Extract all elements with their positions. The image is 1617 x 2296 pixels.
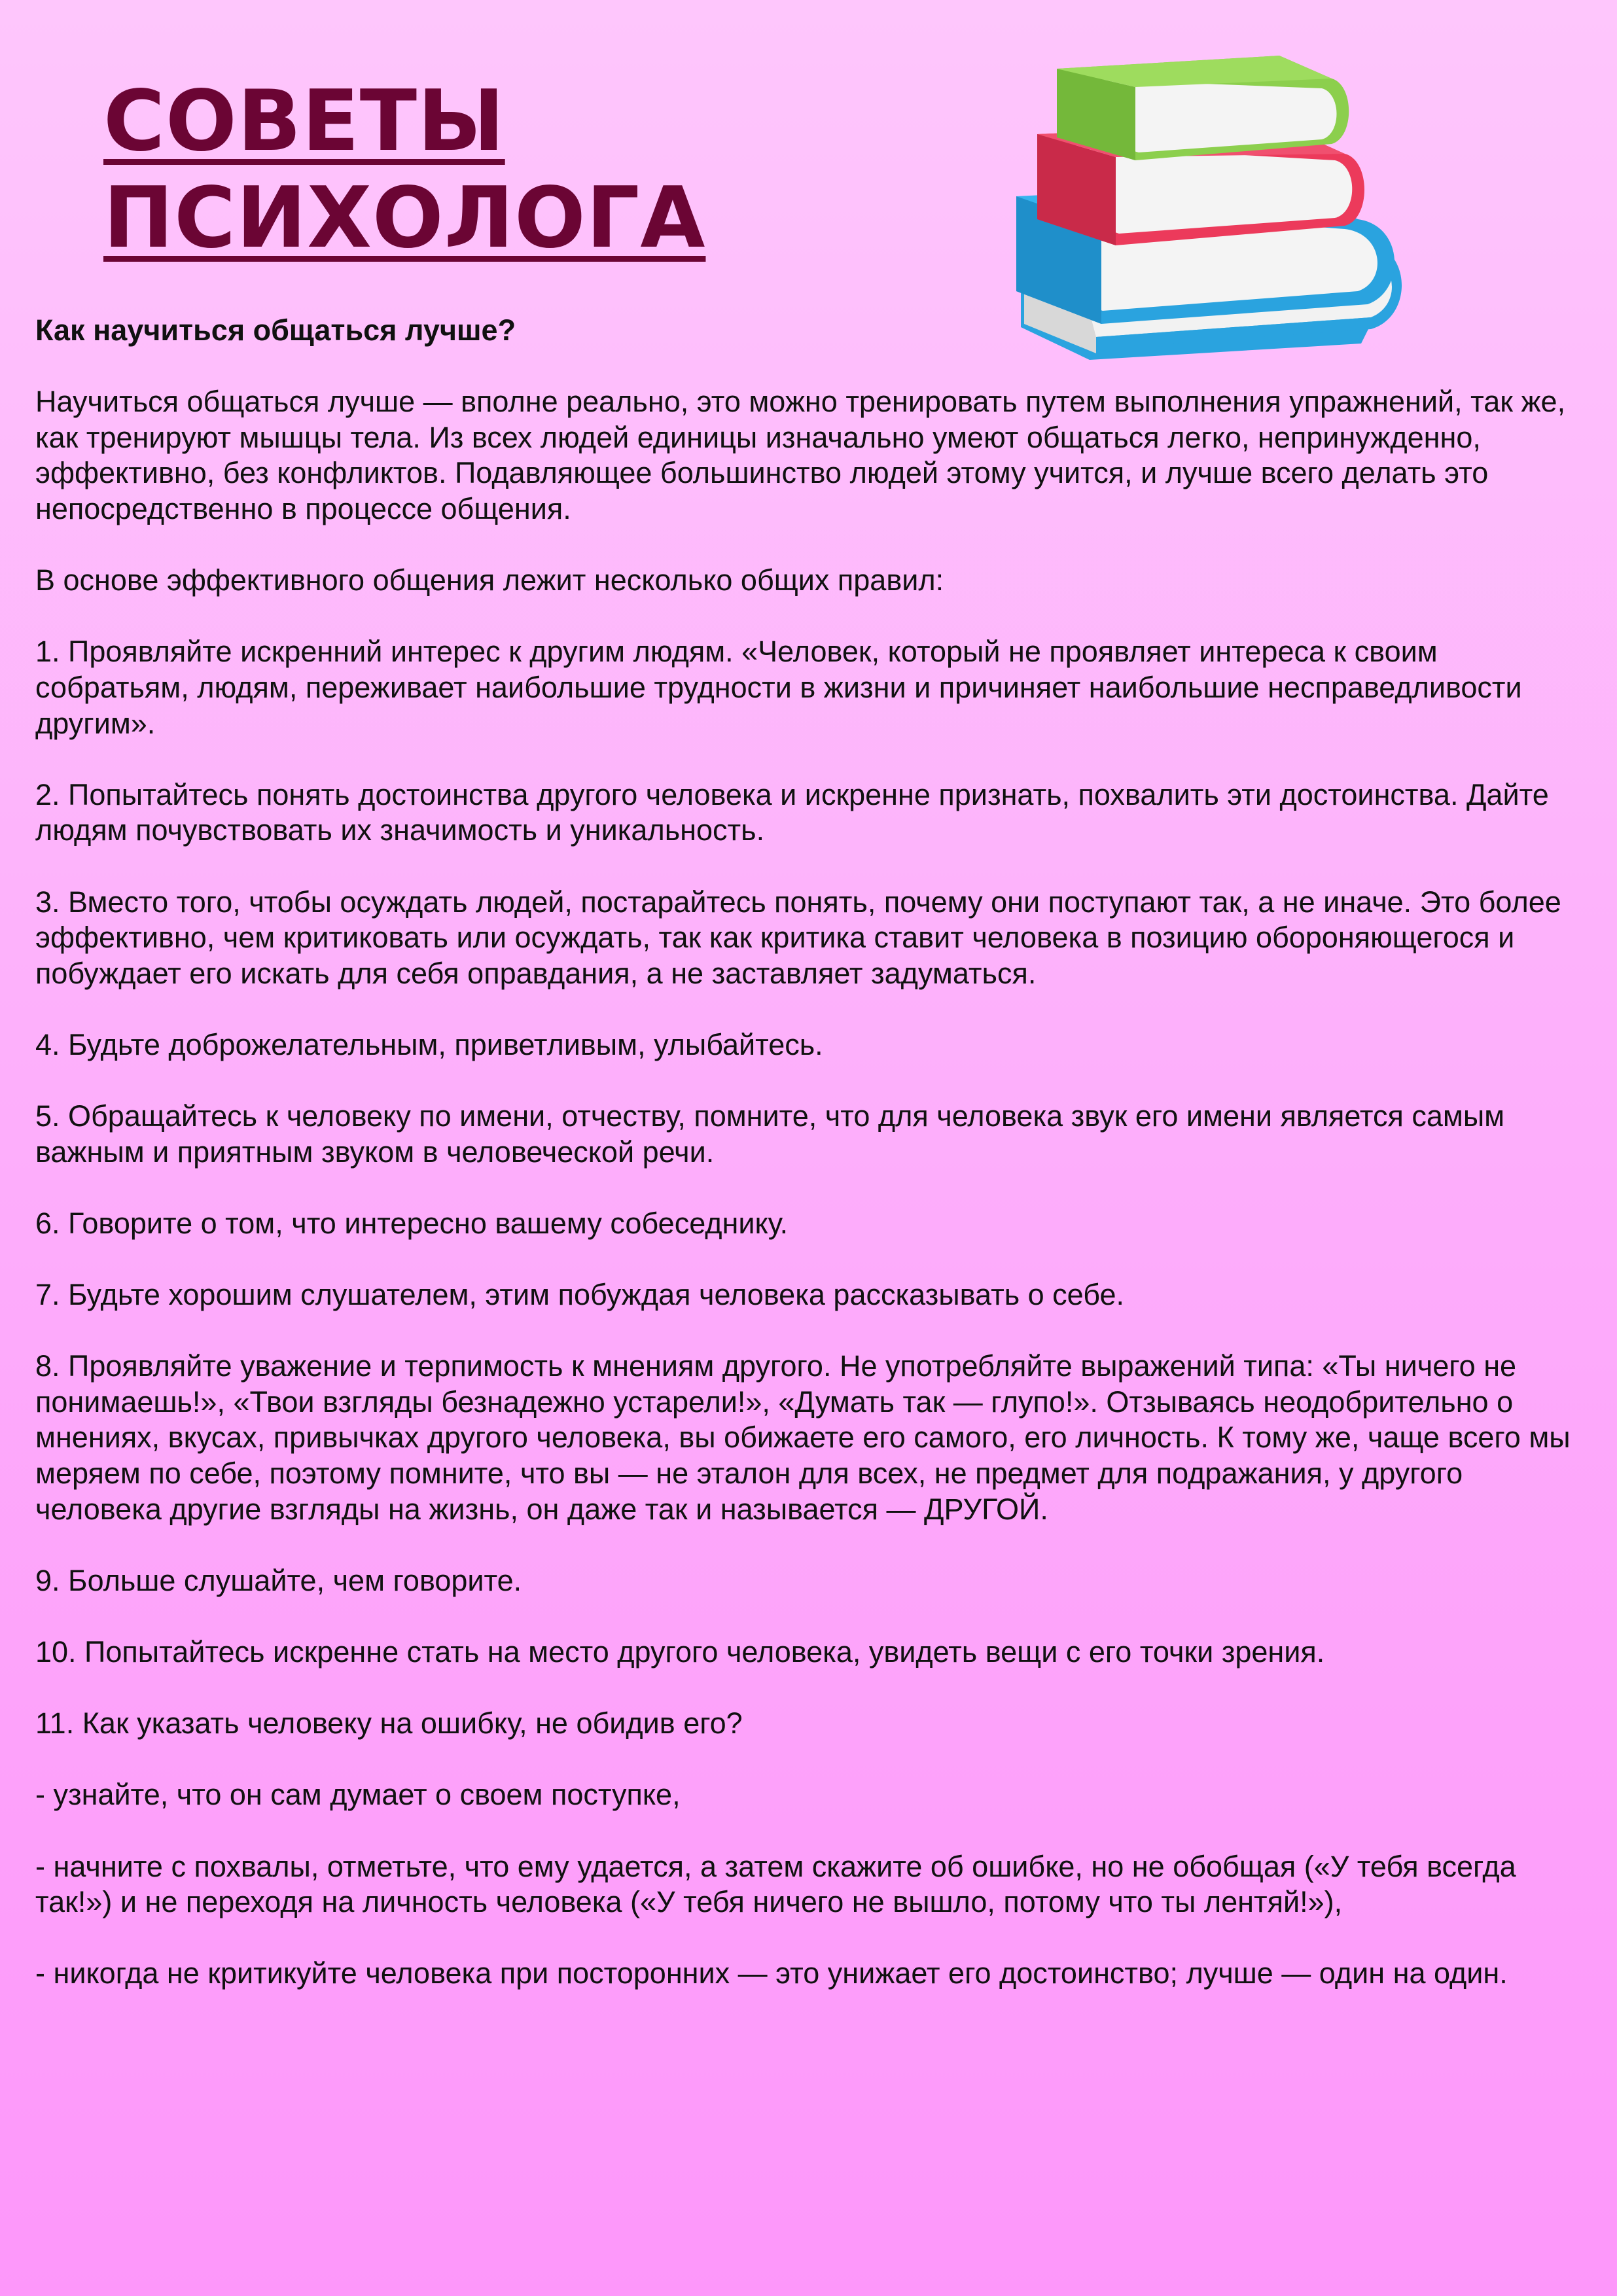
- paragraph-intro: Научиться общаться лучше — вполне реально, это можно тренировать путем выполнения упражнений, так же, как тренируют мышцы тела. Из всех людей единицы изначально умеют общаться легко, непринужденно, эффективно, без конфликтов. Подавляющее большинство людей этому учится, и лучше всего делать это непосредственно в процессе общения.: [35, 385, 1566, 525]
- rule-item-6: 6. Говорите о том, что интересно вашему собеседнику.: [35, 1206, 789, 1240]
- title-line-1: СОВЕТЫ: [103, 73, 505, 170]
- rule-item-3: 3. Вместо того, чтобы осуждать людей, постарайтесь понять, почему они поступают так, а не иначе. Это более эффективно, чем критиковать или осуждать, так как критика ставит человека в позицию обороняющегося и побуждает его искать для себя оправдания, а не заставляет задуматься.: [35, 885, 1561, 990]
- rule-item-8: 8. Проявляйте уважение и терпимость к мнениям другого. Не употребляйте выражений типа: «Ты ничего не понимаешь!», «Твои взгляды безнадежно устарели!», «Думать так — глупо!». Отзываясь неодобрительно о мнениях, вкусах, привычках другого человека, вы обижаете его самого, его личность. К тому же, чаще всего мы меряем по себе, поэтому помните, что вы — не эталон для всех, не предмет для подражания, у другого человека другие взгляды на жизнь, он даже так и называется — ДРУГОЙ.: [35, 1349, 1571, 1526]
- sub-item-3: - никогда не критикуйте человека при посторонних — это унижает его достоинство; лучше — один на один.: [35, 1956, 1508, 1990]
- rule-item-9: 9. Больше слушайте, чем говорите.: [35, 1563, 522, 1597]
- article-subtitle: Как научиться общаться лучше?: [35, 313, 516, 347]
- title-line-2: ПСИХОЛОГА: [103, 169, 706, 267]
- rule-item-7: 7. Будьте хорошим слушателем, этим побуждая человека рассказывать о себе.: [35, 1278, 1124, 1312]
- rule-item-4: 4. Будьте доброжелательным, приветливым, улыбайтесь.: [35, 1027, 823, 1061]
- paragraph-rules-lead: В основе эффективного общения лежит несколько общих правил:: [35, 563, 944, 597]
- rule-item-11: 11. Как указать человеку на ошибку, не обидив его?: [35, 1706, 743, 1740]
- rule-item-2: 2. Попытайтесь понять достоинства другого человека и искренне признать, похвалить эти достоинства. Дайте людям почувствовать их значимость и уникальность.: [35, 777, 1549, 847]
- top-book: [1057, 56, 1349, 160]
- article-body: [35, 313, 1586, 2028]
- rule-item-1: 1. Проявляйте искренний интерес к другим людям. «Человек, который не проявляет интереса к своим собратьям, людям, переживает наибольшие трудности в жизни и причиняет наибольшие несправедливости другим».: [35, 635, 1522, 740]
- rule-item-5: 5. Обращайтесь к человеку по имени, отчеству, помните, что для человека звук его имени является самым важным и приятным звуком в человеческой речи.: [35, 1099, 1505, 1169]
- sub-item-2: - начните с похвалы, отметьте, что ему удается, а затем скажите об ошибке, но не обобщая («У тебя всегда так!») и не переходя на личность человека («У тебя ничего не вышло, потому что ты лентяй!»),: [35, 1849, 1516, 1919]
- page-title: [103, 73, 705, 267]
- sub-item-1: - узнайте, что он сам думает о своем поступке,: [35, 1778, 681, 1812]
- rule-item-10: 10. Попытайтесь искренне стать на место другого человека, увидеть вещи с его точки зрения.: [35, 1634, 1325, 1669]
